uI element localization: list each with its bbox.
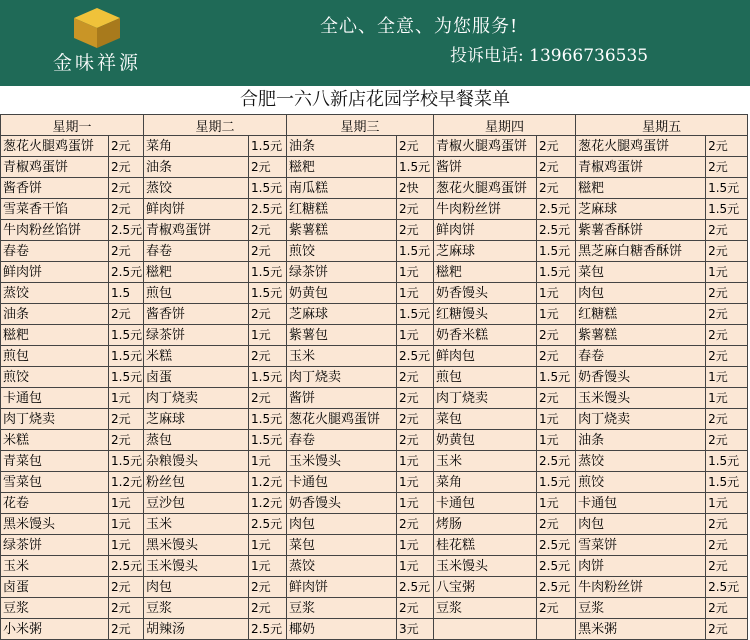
table-row: [1, 241, 748, 262]
table-row: [1, 430, 748, 451]
dish-price: 2元: [537, 178, 576, 199]
dish-price: 1.5元: [397, 241, 434, 262]
dish-name: 豆浆: [576, 598, 706, 619]
dish-price: 2元: [397, 514, 434, 535]
dish-name: 雪菜饼: [576, 535, 706, 556]
dish-name: 青菜包: [1, 451, 109, 472]
dish-price: 2元: [109, 598, 144, 619]
brand-logo: [22, 4, 172, 82]
dish-name: 煎包: [1, 346, 109, 367]
dish-name: 糍粑: [144, 262, 249, 283]
weekday-header-row: [1, 115, 748, 136]
dish-price: 2元: [397, 409, 434, 430]
dish-name: 蒸饺: [287, 556, 397, 577]
dish-price: 2元: [397, 388, 434, 409]
dish-price: 2元: [397, 220, 434, 241]
dish-name: 黑米粥: [576, 619, 706, 640]
dish-name: 玉米: [144, 514, 249, 535]
dish-name: [434, 619, 537, 640]
dish-price: 2元: [537, 346, 576, 367]
dish-name: 豆浆: [434, 598, 537, 619]
dish-name: 黑芝麻白糖香酥饼: [576, 241, 706, 262]
dish-name: 蒸饺: [576, 451, 706, 472]
dish-price: 2.5元: [397, 346, 434, 367]
dish-price: 1.5元: [537, 367, 576, 388]
dish-name: 肉丁烧卖: [287, 367, 397, 388]
dish-name: 雪菜包: [1, 472, 109, 493]
dish-price: 1元: [397, 556, 434, 577]
table-row: [1, 472, 748, 493]
dish-name: 酱饼: [287, 388, 397, 409]
dish-price: 2元: [706, 325, 748, 346]
dish-price: 2元: [249, 388, 287, 409]
dish-name: 卤蛋: [144, 367, 249, 388]
dish-price: 1元: [537, 283, 576, 304]
dish-name: 菜角: [434, 472, 537, 493]
table-row: [1, 409, 748, 430]
dish-name: 肉包: [144, 577, 249, 598]
weekday-header: 星期二: [144, 115, 287, 136]
table-row: [1, 451, 748, 472]
dish-name: 奶香馒头: [287, 493, 397, 514]
dish-name: 牛肉粉丝饼: [576, 577, 706, 598]
dish-price: 2.5元: [537, 451, 576, 472]
table-row: [1, 283, 748, 304]
dish-name: 雪菜香干馅: [1, 199, 109, 220]
dish-price: 2元: [706, 556, 748, 577]
dish-name: 奶香馒头: [434, 283, 537, 304]
dish-price: 2元: [249, 220, 287, 241]
dish-price: 1.5元: [397, 157, 434, 178]
dish-price: 2元: [706, 241, 748, 262]
dish-name: 花卷: [1, 493, 109, 514]
dish-name: 玉米: [287, 346, 397, 367]
dish-name: 肉包: [576, 283, 706, 304]
table-row: [1, 598, 748, 619]
dish-price: 1元: [397, 472, 434, 493]
dish-price: 2元: [249, 577, 287, 598]
dish-price: 1.5元: [537, 262, 576, 283]
dish-price: 1元: [706, 367, 748, 388]
dish-name: 豆浆: [287, 598, 397, 619]
table-row: [1, 178, 748, 199]
dish-price: 2元: [706, 514, 748, 535]
dish-price: 2元: [109, 577, 144, 598]
dish-price: 2元: [109, 136, 144, 157]
dish-price: 1元: [249, 556, 287, 577]
dish-price: 1.5元: [109, 325, 144, 346]
dish-price: 2.5元: [249, 619, 287, 640]
dish-price: 2元: [706, 136, 748, 157]
dish-price: 2元: [706, 157, 748, 178]
dish-price: 1.5元: [249, 283, 287, 304]
table-row: [1, 136, 748, 157]
table-row: [1, 388, 748, 409]
dish-name: 芝麻球: [576, 199, 706, 220]
dish-price: 2.5元: [537, 556, 576, 577]
dish-name: 葱花火腿鸡蛋饼: [1, 136, 109, 157]
dish-price: 1元: [537, 409, 576, 430]
dish-price: 2.5元: [397, 577, 434, 598]
dish-name: 奶香米糕: [434, 325, 537, 346]
dish-price: [537, 619, 576, 640]
dish-price: 1.5元: [706, 472, 748, 493]
dish-price: 2.5元: [706, 577, 748, 598]
dish-name: 蒸饺: [1, 283, 109, 304]
dish-price: 1元: [397, 451, 434, 472]
breakfast-menu-table: [0, 114, 748, 640]
dish-name: 椰奶: [287, 619, 397, 640]
dish-name: 豆浆: [1, 598, 109, 619]
table-row: [1, 304, 748, 325]
dish-price: 1元: [397, 325, 434, 346]
complaint-hotline: 投诉电话: 13966736535: [450, 46, 649, 66]
dish-price: 1.5元: [706, 178, 748, 199]
dish-name: 鲜肉饼: [1, 262, 109, 283]
weekday-header: 星期五: [576, 115, 748, 136]
dish-name: 油条: [144, 157, 249, 178]
dish-name: 牛肉粉丝馅饼: [1, 220, 109, 241]
dish-name: 胡辣汤: [144, 619, 249, 640]
dish-name: 春卷: [144, 241, 249, 262]
dish-name: 鲜肉包: [434, 346, 537, 367]
dish-price: 2元: [397, 199, 434, 220]
menu-title: 合肥一六八新店花园学校早餐菜单: [0, 86, 750, 114]
dish-name: 米糕: [1, 430, 109, 451]
dish-name: 油条: [287, 136, 397, 157]
dish-price: 1.5元: [706, 199, 748, 220]
dish-price: 1.5元: [537, 241, 576, 262]
dish-name: 玉米馒头: [144, 556, 249, 577]
dish-name: 油条: [576, 430, 706, 451]
dish-name: 玉米馒头: [576, 388, 706, 409]
dish-name: 玉米: [1, 556, 109, 577]
dish-name: 芝麻球: [144, 409, 249, 430]
table-row: [1, 346, 748, 367]
dish-name: 肉包: [576, 514, 706, 535]
dish-price: 2.5元: [109, 220, 144, 241]
dish-name: 煎包: [434, 367, 537, 388]
dish-price: 1元: [537, 430, 576, 451]
dish-price: 1元: [109, 514, 144, 535]
dish-name: 南瓜糕: [287, 178, 397, 199]
dish-price: 2元: [397, 136, 434, 157]
dish-name: 卡通包: [434, 493, 537, 514]
dish-price: 1.5元: [109, 367, 144, 388]
dish-price: 2元: [109, 178, 144, 199]
dish-name: 紫薯包: [287, 325, 397, 346]
dish-price: 1.2元: [109, 472, 144, 493]
dish-price: 2元: [706, 619, 748, 640]
dish-price: 2元: [537, 136, 576, 157]
dish-name: 菜包: [576, 262, 706, 283]
dish-name: 糍粑: [1, 325, 109, 346]
dish-price: 1.5元: [249, 262, 287, 283]
dish-name: 酱香饼: [144, 304, 249, 325]
dish-name: 春卷: [576, 346, 706, 367]
slogan: 全心、全意、为您服务!: [320, 16, 519, 37]
dish-price: 2元: [109, 430, 144, 451]
dish-price: 2元: [109, 157, 144, 178]
dish-price: 2.5元: [249, 514, 287, 535]
dish-name: 糍粑: [434, 262, 537, 283]
dish-name: 红糖糕: [287, 199, 397, 220]
dish-name: 糍粑: [576, 178, 706, 199]
dish-name: 芝麻球: [434, 241, 537, 262]
dish-name: 豆沙包: [144, 493, 249, 514]
dish-price: 1.5元: [249, 409, 287, 430]
dish-price: 1.5元: [397, 304, 434, 325]
dish-name: 肉丁烧卖: [144, 388, 249, 409]
dish-price: 2元: [109, 409, 144, 430]
dish-price: 2.5元: [537, 577, 576, 598]
dish-price: 1元: [706, 493, 748, 514]
dish-name: 煎包: [144, 283, 249, 304]
table-row: [1, 325, 748, 346]
dish-price: 2.5元: [537, 199, 576, 220]
dish-name: 煎饺: [287, 241, 397, 262]
dish-name: 烤肠: [434, 514, 537, 535]
dish-name: 芝麻球: [287, 304, 397, 325]
dish-name: 绿茶饼: [287, 262, 397, 283]
dish-name: 紫薯糕: [576, 325, 706, 346]
weekday-header: 星期四: [434, 115, 576, 136]
dish-name: 肉包: [287, 514, 397, 535]
dish-name: 菜包: [434, 409, 537, 430]
dish-name: 红糖馒头: [434, 304, 537, 325]
dish-price: 2元: [537, 514, 576, 535]
dish-price: 2元: [537, 598, 576, 619]
dish-price: 3元: [397, 619, 434, 640]
dish-price: 1元: [109, 388, 144, 409]
header-banner: [0, 0, 750, 86]
dish-price: 2元: [706, 409, 748, 430]
dish-price: 2元: [249, 157, 287, 178]
dish-name: 葱花火腿鸡蛋饼: [287, 409, 397, 430]
dish-price: 2元: [109, 199, 144, 220]
table-row: [1, 535, 748, 556]
table-row: [1, 514, 748, 535]
menu-body: [1, 136, 748, 640]
dish-price: 1.5元: [537, 472, 576, 493]
dish-name: 酱香饼: [1, 178, 109, 199]
dish-name: 青椒鸡蛋饼: [576, 157, 706, 178]
dish-price: 1元: [397, 535, 434, 556]
dish-price: 2元: [706, 535, 748, 556]
dish-price: 2元: [109, 241, 144, 262]
dish-name: 桂花糕: [434, 535, 537, 556]
dish-price: 2元: [706, 598, 748, 619]
dish-name: 蒸包: [144, 430, 249, 451]
dish-price: 1.5元: [249, 367, 287, 388]
dish-name: 八宝粥: [434, 577, 537, 598]
dish-price: 2元: [397, 430, 434, 451]
dish-price: 2.5元: [109, 262, 144, 283]
table-row: [1, 262, 748, 283]
dish-price: 2元: [706, 220, 748, 241]
dish-price: 2快: [397, 178, 434, 199]
table-row: [1, 367, 748, 388]
dish-price: 2元: [249, 304, 287, 325]
dish-name: 菜角: [144, 136, 249, 157]
dish-name: 煎饺: [1, 367, 109, 388]
dish-price: 1元: [249, 325, 287, 346]
dish-price: 2元: [249, 346, 287, 367]
dish-price: 1.5元: [706, 451, 748, 472]
dish-name: 卡通包: [576, 493, 706, 514]
dish-price: 1.2元: [249, 472, 287, 493]
dish-name: 卡通包: [287, 472, 397, 493]
table-row: [1, 556, 748, 577]
dish-price: 1元: [109, 535, 144, 556]
dish-price: 1元: [249, 535, 287, 556]
dish-name: 葱花火腿鸡蛋饼: [434, 178, 537, 199]
table-row: [1, 199, 748, 220]
dish-price: 2元: [109, 619, 144, 640]
dish-name: 玉米馒头: [287, 451, 397, 472]
dish-name: 米糕: [144, 346, 249, 367]
dish-name: 奶香馒头: [576, 367, 706, 388]
dish-price: 2元: [706, 283, 748, 304]
dish-name: 菜包: [287, 535, 397, 556]
table-row: [1, 577, 748, 598]
dish-price: 2元: [537, 325, 576, 346]
brand-name: 金味祥源: [52, 52, 141, 74]
dish-name: 红糖糕: [576, 304, 706, 325]
dish-price: 1.5元: [249, 136, 287, 157]
dish-price: 2.5元: [537, 220, 576, 241]
dish-name: 黑米馒头: [144, 535, 249, 556]
dish-name: 肉丁烧卖: [1, 409, 109, 430]
dish-name: 奶黄包: [287, 283, 397, 304]
dish-price: 2.5元: [249, 199, 287, 220]
dish-price: 1.5元: [109, 346, 144, 367]
dish-name: 青椒火腿鸡蛋饼: [434, 136, 537, 157]
table-row: [1, 220, 748, 241]
dish-name: 肉饼: [576, 556, 706, 577]
dish-name: 肉丁烧卖: [434, 388, 537, 409]
dish-price: 1元: [397, 493, 434, 514]
dish-name: 玉米馒头: [434, 556, 537, 577]
dish-name: 紫薯糕: [287, 220, 397, 241]
dish-name: 春卷: [1, 241, 109, 262]
dish-name: 黑米馒头: [1, 514, 109, 535]
dish-name: 奶黄包: [434, 430, 537, 451]
dish-name: 蒸饺: [144, 178, 249, 199]
dish-name: 紫薯香酥饼: [576, 220, 706, 241]
dish-name: 青椒鸡蛋饼: [1, 157, 109, 178]
dish-price: 1.5: [109, 283, 144, 304]
dish-price: 2元: [249, 598, 287, 619]
dish-name: 青椒鸡蛋饼: [144, 220, 249, 241]
table-row: [1, 493, 748, 514]
dish-name: 鲜肉饼: [434, 220, 537, 241]
dish-price: 1元: [397, 283, 434, 304]
dish-price: 2元: [706, 304, 748, 325]
dish-name: 春卷: [287, 430, 397, 451]
dish-name: 牛肉粉丝饼: [434, 199, 537, 220]
dish-name: 糍粑: [287, 157, 397, 178]
dish-price: 2元: [109, 304, 144, 325]
dish-price: 2元: [706, 430, 748, 451]
dish-price: 1.5元: [249, 430, 287, 451]
dish-price: 1元: [706, 388, 748, 409]
weekday-header: 星期一: [1, 115, 144, 136]
table-row: [1, 619, 748, 640]
dish-name: 粉丝包: [144, 472, 249, 493]
dish-price: 1.5元: [249, 178, 287, 199]
dish-price: 1元: [537, 304, 576, 325]
dish-name: 卡通包: [1, 388, 109, 409]
dish-price: 2元: [706, 346, 748, 367]
dish-name: 鲜肉饼: [144, 199, 249, 220]
dish-name: 酱饼: [434, 157, 537, 178]
dish-price: 1元: [537, 493, 576, 514]
dish-name: 卤蛋: [1, 577, 109, 598]
dish-name: 油条: [1, 304, 109, 325]
dish-price: 2元: [397, 367, 434, 388]
dish-price: 2元: [249, 241, 287, 262]
dish-name: 豆浆: [144, 598, 249, 619]
table-row: [1, 157, 748, 178]
dish-price: 1元: [706, 262, 748, 283]
dish-price: 2元: [537, 388, 576, 409]
dish-name: 煎饺: [576, 472, 706, 493]
weekday-header: 星期三: [287, 115, 434, 136]
dish-price: 2.5元: [109, 556, 144, 577]
dish-name: 肉丁烧卖: [576, 409, 706, 430]
dish-name: 绿茶饼: [1, 535, 109, 556]
dish-price: 1.5元: [109, 451, 144, 472]
dish-name: 鲜肉饼: [287, 577, 397, 598]
dish-name: 玉米: [434, 451, 537, 472]
dish-name: 葱花火腿鸡蛋饼: [576, 136, 706, 157]
dish-price: 2元: [537, 157, 576, 178]
dish-price: 1.2元: [249, 493, 287, 514]
dish-price: 1元: [397, 262, 434, 283]
dish-name: 小米粥: [1, 619, 109, 640]
dish-price: 2元: [397, 598, 434, 619]
dish-name: 杂粮馒头: [144, 451, 249, 472]
dish-name: 绿茶饼: [144, 325, 249, 346]
dish-price: 1元: [249, 451, 287, 472]
dish-price: 2.5元: [537, 535, 576, 556]
dish-price: 1元: [109, 493, 144, 514]
cube-icon: [72, 6, 122, 50]
